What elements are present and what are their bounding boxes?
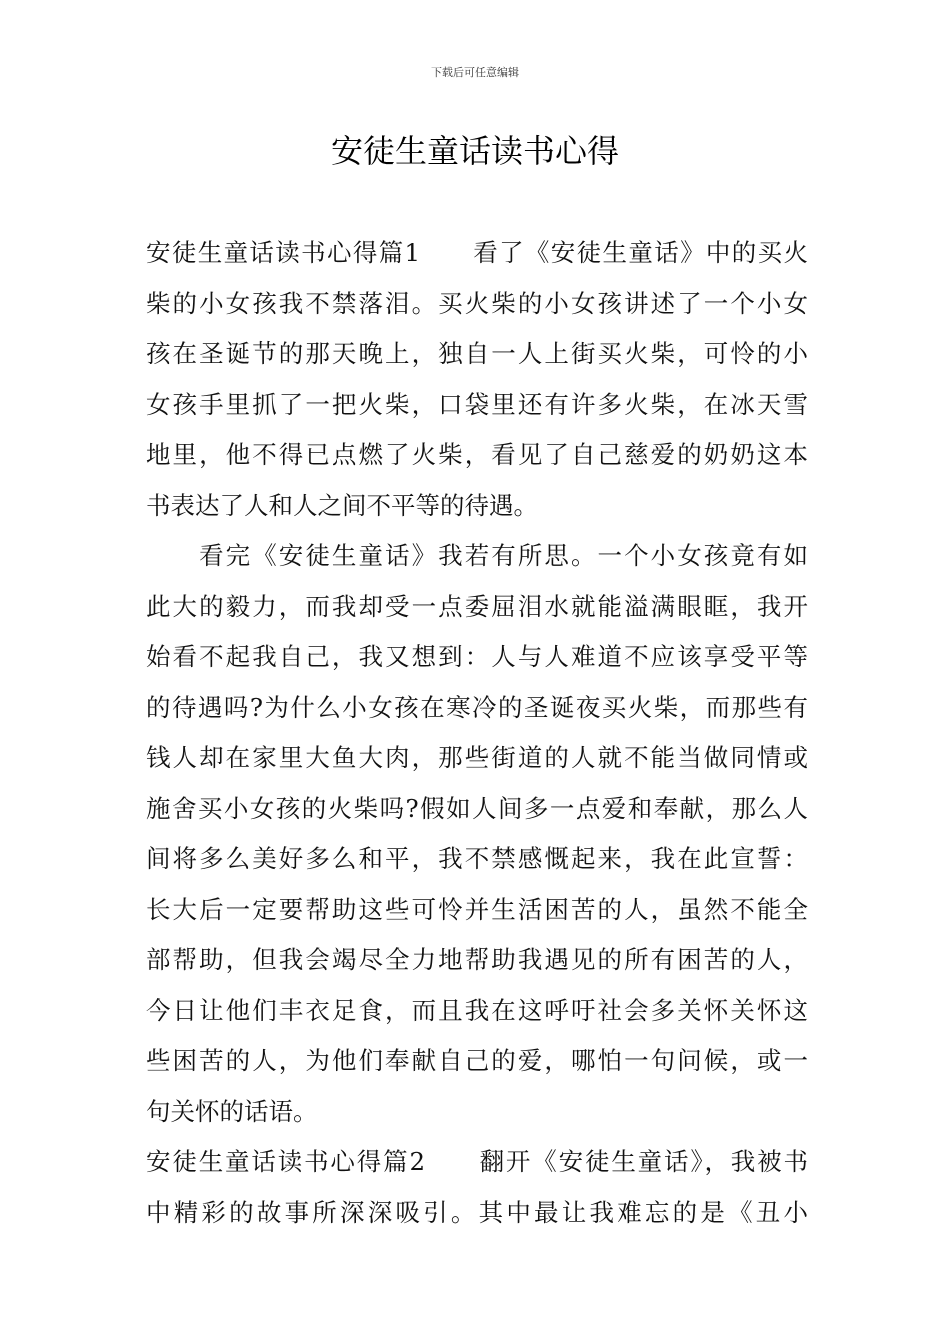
body-line: 安徒生童话读书心得篇1 看了《安徒生童话》中的买火 [146,238,808,267]
document-title: 安徒生童话读书心得 [330,132,619,170]
body-line: 施舍买小女孩的火柴吗?假如人间多一点爱和奉献，那么人 [146,793,808,823]
body-line: 的待遇吗?为什么小女孩在寒冷的圣诞夜买火柴，而那些有 [146,692,808,722]
body-line: 部帮助，但我会竭尽全力地帮助我遇见的所有困苦的人， [146,945,808,974]
body-line: 此大的毅力，而我却受一点委屈泪水就能溢满眼眶，我开 [146,591,808,621]
body-line: 书表达了人和人之间不平等的待遇。 [146,490,538,520]
body-line: 孩在圣诞节的那天晚上，独自一人上街买火柴，可怜的小 [146,339,808,368]
body-line: 钱人却在家里大鱼大肉，那些街道的人就不能当做同情或 [146,743,808,772]
body-line: 句关怀的话语。 [146,1096,318,1126]
body-line: 间将多么美好多么和平，我不禁感慨起来，我在此宣誓： [146,844,808,873]
body-line: 今日让他们丰衣足食，而且我在这呼吁社会多关怀关怀这 [146,995,808,1025]
body-line: 长大后一定要帮助这些可怜并生活困苦的人，虽然不能全 [146,894,808,924]
body-line: 始看不起我自己，我又想到：人与人难道不应该享受平等 [146,642,808,671]
body-line: 中精彩的故事所深深吸引。其中最让我难忘的是《丑小 [146,1197,808,1227]
header-note: 下载后可任意编辑 [431,66,519,79]
body-line: 地里，他不得已点燃了火柴，看见了自己慈爱的奶奶这本 [146,440,808,469]
document-body [146,228,808,1238]
body-line: 些困苦的人，为他们奉献自己的爱，哪怕一句问候，或一 [146,1046,808,1075]
body-line: 女孩手里抓了一把火柴，口袋里还有许多火柴，在冰天雪 [146,389,808,419]
body-line: 安徒生童话读书心得篇2 翻开《安徒生童话》，我被书 [146,1147,808,1176]
body-line: 柴的小女孩我不禁落泪。买火柴的小女孩讲述了一个小女 [146,288,808,318]
body-line: 看完《安徒生童话》我若有所思。一个小女孩竟有如 [146,541,808,570]
